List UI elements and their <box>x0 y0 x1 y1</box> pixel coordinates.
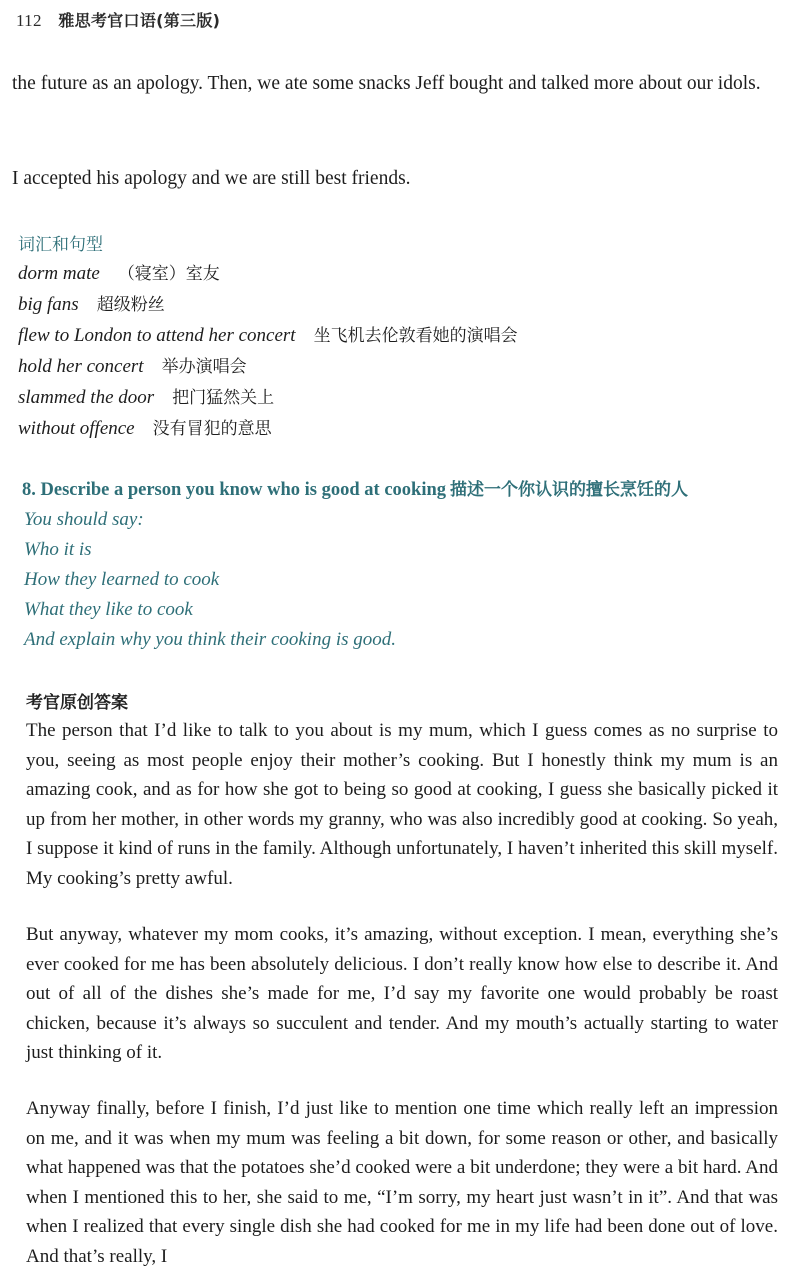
answer-paragraph-3: Anyway finally, before I finish, I’d just like to mention one time which really left an impression on me, and it was when my mum was feeling a bit down, for some reason or other, and basically what happened was that the potatoes she’d cooked were a bit underdone; they were a bit hard. And when I mentioned this to her, she said to me, “I’m sorry, my heart just wasn’t in it”. And that was when I realized that every single dish she had cooked for me in my life had been done out of love. And that’s really, I <box>26 1098 778 1267</box>
vocab-term: flew to London to attend her concert <box>18 325 296 346</box>
question-title-en: 8. Describe a person you know who is good at cooking <box>22 480 447 500</box>
previous-answer-closing: I accepted his apology and we are still best friends. <box>12 168 411 189</box>
vocab-item <box>18 413 778 444</box>
page-header <box>16 8 220 31</box>
vocab-item <box>18 289 778 320</box>
answer-heading: 考官原创答案 <box>26 693 128 713</box>
prompt-line: How they learned to cook <box>24 569 220 590</box>
vocab-translation: 举办演唱会 <box>161 357 247 377</box>
vocab-translation: 坐飞机去伦敦看她的演唱会 <box>313 326 518 346</box>
previous-answer-paragraph: the future as an apology. Then, we ate some snacks Jeff bought and talked more about our idols. <box>12 73 761 94</box>
vocab-translation: 把门猛然关上 <box>172 388 275 408</box>
vocab-list <box>18 258 778 444</box>
answer-paragraph-1: The person that I’d like to talk to you about is my mum, which I guess comes as no surprise to you, seeing as most people enjoy their mother’s cooking. But I honestly think my mum is an amazing cook, and as for how she got to being so good at cooking, I guess she basically picked it up from her mother, in other words my granny, who was also incredibly good at cooking. So yeah, I suppose it kind of runs in the family. Although unfortunately, I haven’t inherited this skill myself. My cooking’s pretty awful. <box>26 720 778 889</box>
vocab-term: hold her concert <box>18 356 144 377</box>
prompt-line: And explain why you think their cooking is good. <box>24 629 397 650</box>
vocab-translation: （寝室）室友 <box>117 264 220 284</box>
vocab-translation: 超级粉丝 <box>96 295 165 315</box>
vocab-term: dorm mate <box>18 263 100 284</box>
question-prompts <box>24 505 396 655</box>
page-number: 112 <box>16 11 42 30</box>
vocab-heading: 词汇和句型 <box>18 235 103 255</box>
vocab-translation: 没有冒犯的意思 <box>152 419 272 439</box>
vocab-item <box>18 351 778 382</box>
question-title <box>22 475 792 501</box>
vocab-item <box>18 320 778 351</box>
prompt-line: You should say: <box>24 509 144 530</box>
question-title-zh: 描述一个你认识的擅长烹饪的人 <box>450 480 689 500</box>
vocab-term: big fans <box>18 294 79 315</box>
answer-paragraph-2: But anyway, whatever my mom cooks, it’s amazing, without exception. I mean, everything she’s ever cooked for me has been absolutely delicious. I don’t really know how else to describe it. And out of all of the dishes she’s made for me, I’d say my favorite one would probably be roast chicken, because it’s always so succulent and tender. And my mouth’s actually starting to water just thinking of it. <box>26 924 778 1063</box>
vocab-term: without offence <box>18 418 135 439</box>
vocab-item <box>18 382 778 413</box>
prompt-line: Who it is <box>24 539 92 560</box>
prompt-line: What they like to cook <box>24 599 193 620</box>
vocab-term: slammed the door <box>18 387 155 408</box>
book-title: 雅思考官口语(第三版) <box>58 11 221 30</box>
vocab-item <box>18 258 778 289</box>
